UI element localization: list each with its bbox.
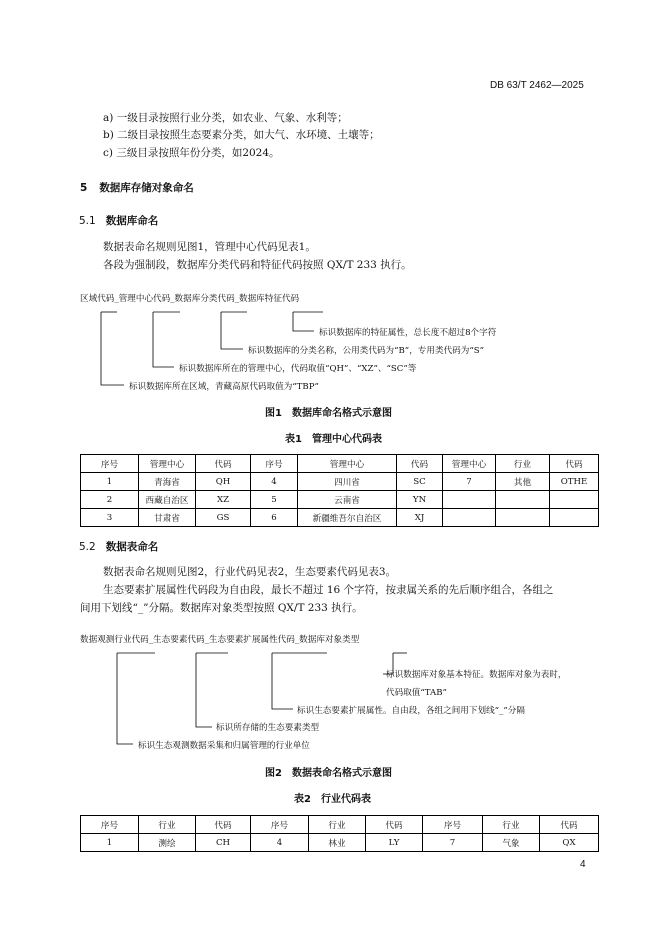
- header-cell: 代码: [196, 816, 251, 834]
- figure2-note: 标识生态要素扩展属性。自由段，各组之间用下划线“_”分隔: [297, 706, 525, 716]
- header-cell: 行业: [309, 816, 366, 834]
- table-cell: XJ: [397, 509, 443, 527]
- table-cell: 1: [81, 473, 139, 491]
- table-cell: 7: [443, 473, 496, 491]
- section-title: 数据库命名: [105, 215, 159, 227]
- list-item: c) 三级目录按照年份分类，如2024。: [103, 147, 280, 159]
- table-cell: 其他: [496, 473, 550, 491]
- table-cell: [550, 509, 599, 527]
- table-cell: 4: [251, 473, 298, 491]
- figure2-naming-pattern: 数据观测行业代码_生态要素代码_生态要素扩展属性代码_数据库对象类型: [80, 635, 360, 645]
- figure2-caption: 图2 数据表命名格式示意图: [265, 768, 392, 779]
- figure1-caption: 图1 数据库命名格式示意图: [265, 408, 392, 419]
- table-cell: 林业: [309, 834, 366, 852]
- table-row: [81, 473, 599, 491]
- table-cell: [496, 491, 550, 509]
- list-item: b) 二级目录按照生态要素分类，如大气、水环境、土壤等；: [103, 129, 380, 141]
- section-title: 数据库存储对象命名: [99, 182, 194, 194]
- table-cell: OTHE: [550, 473, 599, 491]
- section-5-2-heading: [79, 539, 158, 554]
- header-cell: 代码: [540, 816, 599, 834]
- header-cell: 行业: [496, 455, 550, 473]
- paragraph: 各段为强制段，数据库分类代码和特征代码按照 QX/T 233 执行。: [103, 259, 412, 271]
- list-item: a) 一级目录按照行业分类，如农业、气象、水利等；: [103, 112, 348, 124]
- table-cell: 4: [251, 834, 309, 852]
- figure2-note: 标识所存储的生态要素类型: [216, 723, 320, 733]
- table-cell: QX: [540, 834, 599, 852]
- header-cell: 代码: [397, 455, 443, 473]
- table-cell: LY: [366, 834, 423, 852]
- figure1-note: 标识数据库的特征属性，总长度不超过8个字符: [319, 328, 497, 338]
- figure1-note: 标识数据库的分类名称，公用类代码为“B”，专用类代码为“S”: [248, 346, 485, 356]
- table-cell: 1: [81, 834, 139, 852]
- table-cell: QH: [196, 473, 251, 491]
- standard-number: DB 63/T 2462—2025: [490, 80, 584, 91]
- table-cell: 云南省: [298, 491, 397, 509]
- page-number: 4: [580, 859, 586, 870]
- table2-caption: 表2 行业代码表: [294, 794, 371, 805]
- table-cell: 测绘: [139, 834, 196, 852]
- table-header-row: [81, 816, 599, 834]
- table-cell: [550, 491, 599, 509]
- table-cell: 2: [81, 491, 139, 509]
- header-cell: 行业: [483, 816, 540, 834]
- section-number: 5.2: [79, 541, 96, 553]
- section-number: 5: [80, 182, 88, 194]
- header-cell: 序号: [81, 816, 139, 834]
- header-cell: 管理中心: [443, 455, 496, 473]
- header-cell: 代码: [366, 816, 423, 834]
- header-cell: 序号: [423, 816, 483, 834]
- table-cell: 5: [251, 491, 298, 509]
- table-cell: 四川省: [298, 473, 397, 491]
- table-cell: 甘肃省: [139, 509, 196, 527]
- header-cell: 序号: [81, 455, 139, 473]
- table-row: [81, 509, 599, 527]
- table-cell: 6: [251, 509, 298, 527]
- figure2-note: 标识生态观测数据采集和归属管理的行业单位: [138, 741, 310, 751]
- table-cell: [443, 509, 496, 527]
- figure1-note: 标识数据库所在的管理中心，代码取值“QH”、“XZ”、“SC”等: [179, 364, 417, 374]
- paragraph: 生态要素扩展属性代码段为自由段，最长不超过 16 个字符，按隶属关系的先后顺序组合，各组之: [103, 584, 554, 596]
- table-cell: CH: [196, 834, 251, 852]
- header-cell: 管理中心: [139, 455, 196, 473]
- table-row: [81, 491, 599, 509]
- table-cell: 3: [81, 509, 139, 527]
- table-cell: 新疆维吾尔自治区: [298, 509, 397, 527]
- figure1-note: 标识数据库所在区域，青藏高原代码取值为“TBP”: [129, 382, 319, 392]
- table-cell: [496, 509, 550, 527]
- table-cell: GS: [196, 509, 251, 527]
- table1: [80, 454, 599, 527]
- table2: [80, 815, 599, 852]
- paragraph: 数据表命名规则见图1，管理中心代码见表1。: [103, 241, 316, 253]
- table1-caption: 表1 管理中心代码表: [285, 434, 382, 445]
- header-cell: 代码: [196, 455, 251, 473]
- table-row: [81, 834, 599, 852]
- table-cell: [443, 491, 496, 509]
- header-cell: 管理中心: [298, 455, 397, 473]
- header-cell: 序号: [251, 816, 309, 834]
- table-cell: SC: [397, 473, 443, 491]
- section-title: 数据表命名: [105, 541, 159, 553]
- header-cell: 序号: [251, 455, 298, 473]
- figure2-note: 代码取值“TAB”: [386, 688, 447, 698]
- paragraph: 数据表命名规则见图2，行业代码见表2，生态要素代码见表3。: [103, 566, 397, 578]
- table-cell: 西藏自治区: [139, 491, 196, 509]
- table-header-row: [81, 455, 599, 473]
- table-cell: 青海省: [139, 473, 196, 491]
- table-cell: YN: [397, 491, 443, 509]
- header-cell: 行业: [139, 816, 196, 834]
- table-cell: XZ: [196, 491, 251, 509]
- figure1-naming-pattern: 区域代码_管理中心代码_数据库分类代码_数据库特征代码: [80, 294, 300, 304]
- table-cell: 气象: [483, 834, 540, 852]
- paragraph: 间用下划线“_”分隔。数据库对象类型按照 QX/T 233 执行。: [80, 602, 363, 614]
- figure2-note: 标识数据库对象基本特征。数据库对象为表时，: [386, 670, 567, 680]
- header-cell: 代码: [550, 455, 599, 473]
- section-number: 5.1: [79, 215, 96, 227]
- table-cell: 7: [423, 834, 483, 852]
